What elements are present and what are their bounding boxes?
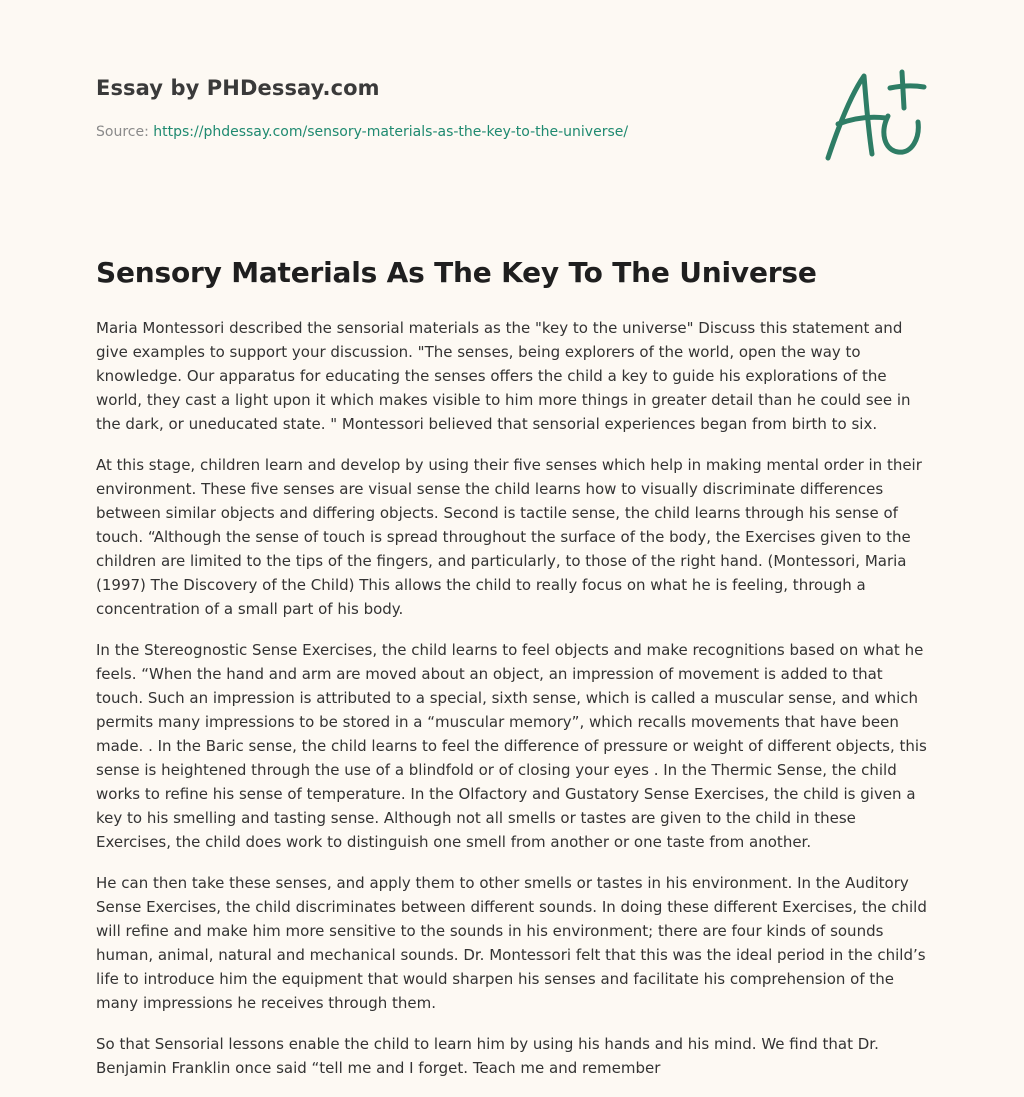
article-body <box>96 316 930 1097</box>
article-paragraph: In the Stereognostic Sense Exercises, the child learns to feel objects and make recognitions based on what he feels. “When the hand and arm are moved about an object, an impression of movement is added to that touch. Such an impression is attributed to a special, sixth sense, which is called a muscular sense, and which permits many impressions to be stored in a “muscular memory”, which recalls movements that have been made. . In the Baric sense, the child learns to feel the difference of pressure or weight of different objects, this sense is heightened through the use of a blindfold or of closing your eyes . In the Thermic Sense, the child works to refine his sense of temperature. In the Olfactory and Gustatory Sense Exercises, the child is given a key to his smelling and tasting sense. Although not all smells or tastes are given to the child in these Exercises, the child does work to distinguish one smell from another or one taste from another. <box>96 641 927 851</box>
article-paragraph: So that Sensorial lessons enable the child to learn him by using his hands and his mind. We find that Dr. Benjamin Franklin once said “tell me and I forget. Teach me and remember <box>96 1035 879 1077</box>
source-line <box>96 124 628 140</box>
article-paragraph: Maria Montessori described the sensorial materials as the "key to the universe" Discuss this statement and give examples to support your discussion. "The senses, being explorers of the world, open the way to knowledge. Our apparatus for educating the senses offers the child a key to guide his explorations of the world, they cast a light upon it which makes visible to him more things in greater detail than he could see in the dark, or uneducated state. " Montessori believed that sensorial experiences began from birth to six. <box>96 319 911 433</box>
article-title: Sensory Materials As The Key To The Universe <box>96 256 817 289</box>
article-paragraph: He can then take these senses, and apply them to other smells or tastes in his environment. In the Auditory Sense Exercises, the child discriminates between different sounds. In doing these different Exercises, the child will refine and make him more sensitive to the sounds in his environment; there are four kinds of sounds human, animal, natural and mechanical sounds. Dr. Montessori felt that this was the ideal period in the child’s life to introduce him the equipment that would sharpen his senses and facilitate his comprehension of the many impressions he receives through them. <box>96 874 927 1012</box>
article-paragraph: At this stage, children learn and develop by using their five senses which help in making mental order in their environment. These five senses are visual sense the child learns how to visually discriminate differences between similar objects and differing objects. Second is tactile sense, the child learns through his sense of touch. “Although the sense of touch is spread throughout the surface of the body, the Exercises given to the children are limited to the tips of the fingers, and particularly, to those of the right hand. (Montessori, Maria (1997) The Discovery of the Child) This allows the child to really focus on what he is feeling, through a concentration of a small part of his body. <box>96 456 922 618</box>
source-label: Source: <box>96 124 154 140</box>
site-brand: Essay by PHDessay.com <box>96 76 380 100</box>
source-link[interactable]: https://phdessay.com/sensory-materials-as-the-key-to-the-universe/ <box>153 124 629 140</box>
a-plus-icon <box>820 66 930 166</box>
